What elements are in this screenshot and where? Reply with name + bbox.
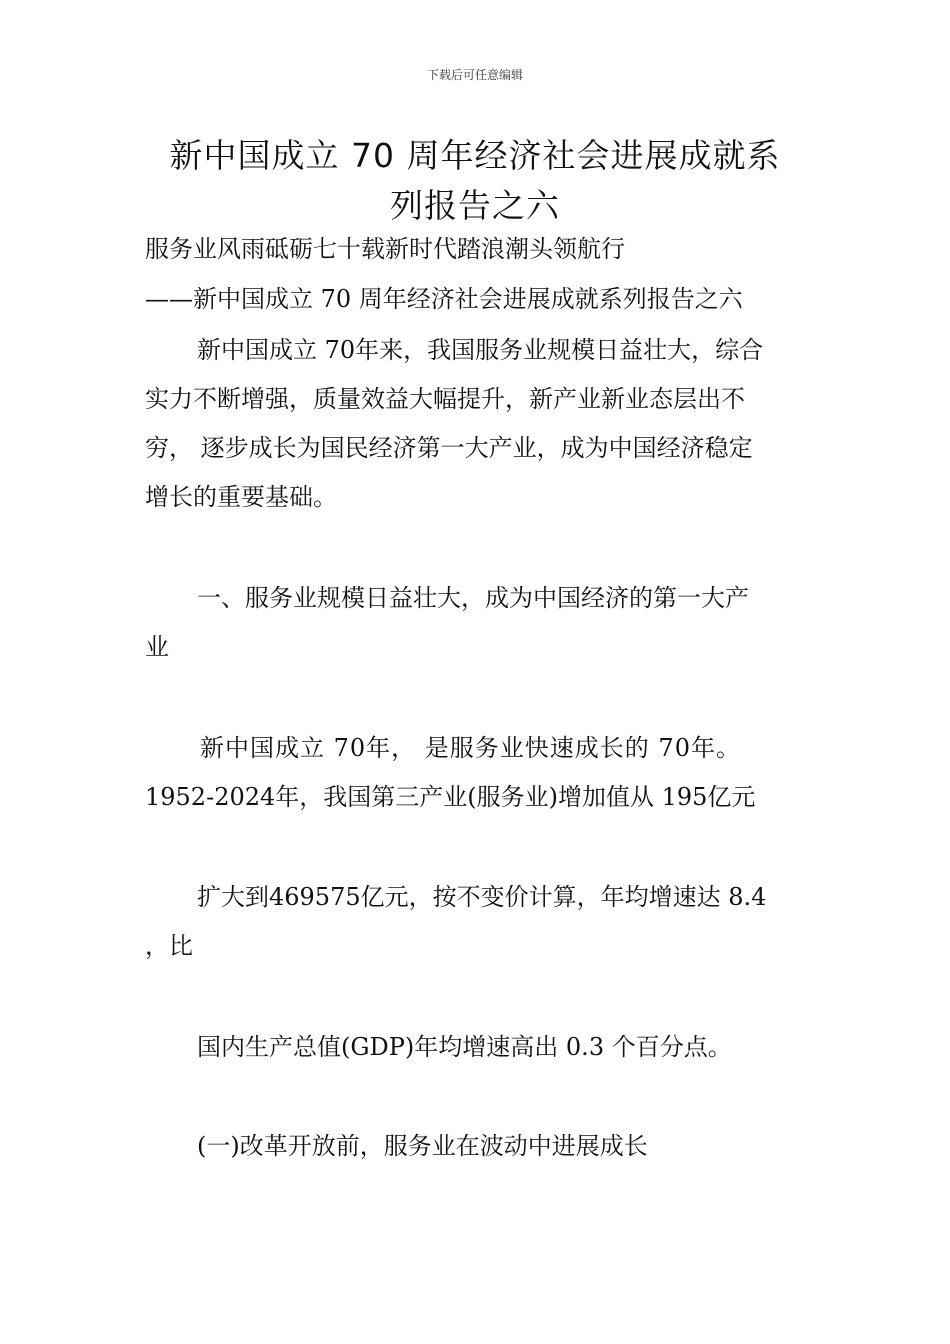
section-heading-line: 业 — [145, 633, 169, 661]
paragraph-line: 1952-2024年，我国第三产业(服务业)增加值从 195亿元 — [145, 783, 756, 811]
paragraph-line: 国内生产总值(GDP)年均增速高出 0.3 个百分点。 — [197, 1033, 732, 1061]
document-title-line-1: 新中国成立 70 周年经济社会进展成就系 — [169, 136, 781, 175]
subtitle-series: ——新中国成立 70 周年经济社会进展成就系列报告之六 — [145, 285, 743, 313]
subtitle: 服务业风雨砥砺七十载新时代踏浪潮头领航行 — [145, 235, 625, 263]
intro-line: 实力不断增强，质量效益大幅提升，新产业新业态层出不 — [145, 385, 745, 413]
paragraph-line: 扩大到469575亿元，按不变价计算，年均增速达 8.4 — [197, 883, 767, 911]
intro-line: 穷， 逐步成长为国民经济第一大产业，成为中国经济稳定 — [145, 434, 753, 462]
intro-line: 增长的重要基础。 — [145, 483, 337, 511]
header-note: 下载后可任意编辑 — [426, 68, 523, 82]
paragraph-line: ，比 — [145, 932, 193, 960]
paragraph-line: 新中国成立 70年， 是服务业快速成长的 70年。 — [200, 734, 741, 762]
subsection-heading: (一)改革开放前，服务业在波动中进展成长 — [197, 1132, 648, 1160]
intro-line: 新中国成立 70年来，我国服务业规模日益壮大，综合 — [197, 336, 764, 364]
section-heading-line: 一、服务业规模日益壮大，成为中国经济的第一大产 — [197, 584, 749, 612]
document-title-line-2: 列报告之六 — [390, 186, 560, 225]
